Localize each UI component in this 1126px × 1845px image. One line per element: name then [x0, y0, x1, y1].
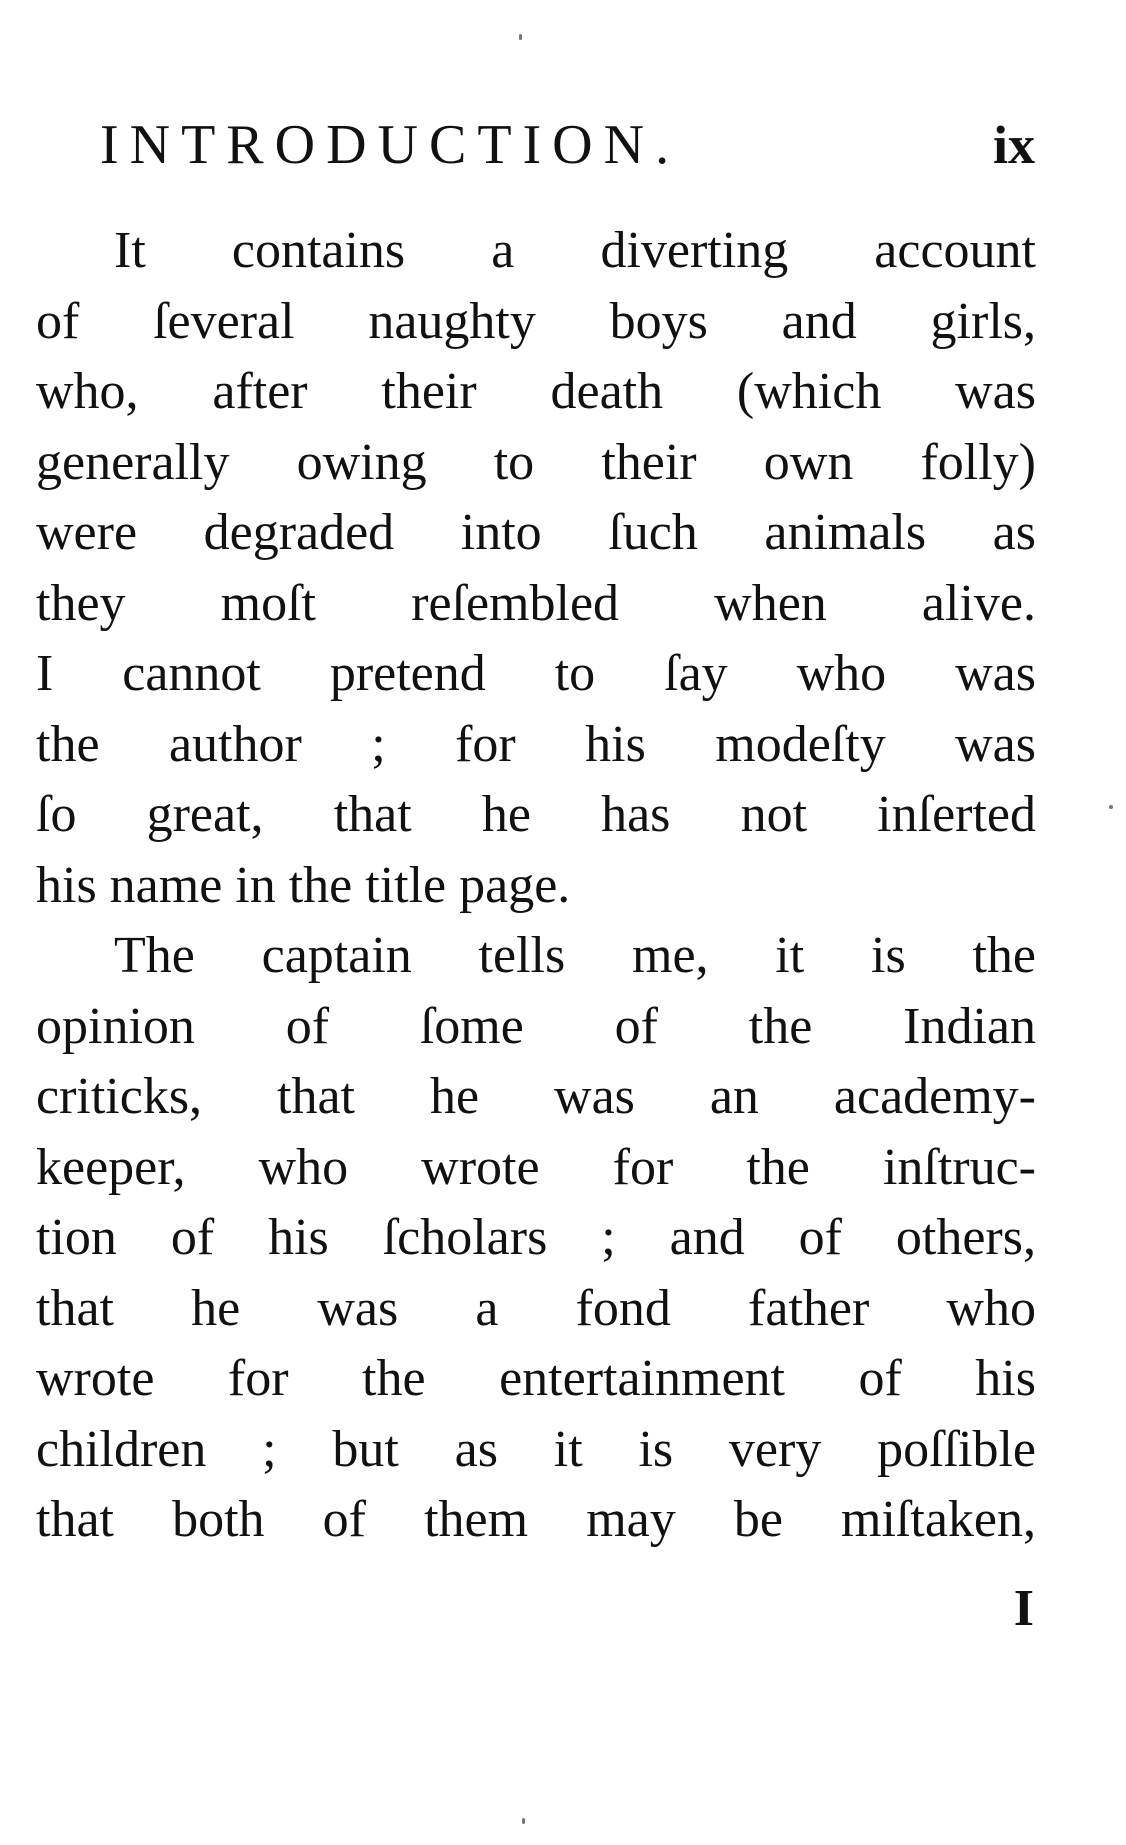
- text-line: criticks, that he was an academy-: [36, 1068, 1036, 1125]
- paper-speck: [519, 34, 522, 40]
- body-text: [36, 216, 1036, 1556]
- text-line: children ; but as it is very poſſible: [36, 1420, 1036, 1478]
- text-line: they moſt reſembled when alive.: [36, 574, 1036, 632]
- text-line: ſo great, that he has not inſerted: [36, 786, 1036, 843]
- text-line: that both of them may be miſtaken,: [36, 1491, 1036, 1548]
- text-line: tion of his ſcholars ; and of others,: [36, 1209, 1036, 1266]
- page-header: [100, 110, 1035, 180]
- page-number: ix: [992, 115, 1035, 175]
- text-line: the author ; for his modeſty was: [36, 715, 1036, 773]
- text-line: of ſeveral naughty boys and girls,: [36, 292, 1036, 350]
- text-line: opinion of ſome of the Indian: [36, 997, 1036, 1055]
- text-line: It contains a diverting account: [114, 222, 1036, 279]
- text-line: were degraded into ſuch animals as: [36, 504, 1036, 561]
- running-head: INTRODUCTION.: [100, 114, 681, 176]
- text-line: The captain tells me, it is the: [114, 927, 1036, 984]
- text-line: keeper, who wrote for the inſtruc-: [36, 1138, 1036, 1196]
- paper-speck: [1109, 805, 1113, 809]
- text-line: that he was a fond father who: [36, 1279, 1036, 1337]
- text-line: wrote for the entertainment of his: [36, 1350, 1036, 1407]
- text-line: I cannot pretend to ſay who was: [36, 645, 1036, 702]
- catchword: I: [1013, 1580, 1034, 1637]
- text-line: his name in the title page.: [36, 856, 571, 914]
- text-line: generally owing to their own folly): [36, 433, 1036, 491]
- paper-speck: [522, 1818, 525, 1824]
- text-line: who, after their death (which was: [36, 363, 1036, 420]
